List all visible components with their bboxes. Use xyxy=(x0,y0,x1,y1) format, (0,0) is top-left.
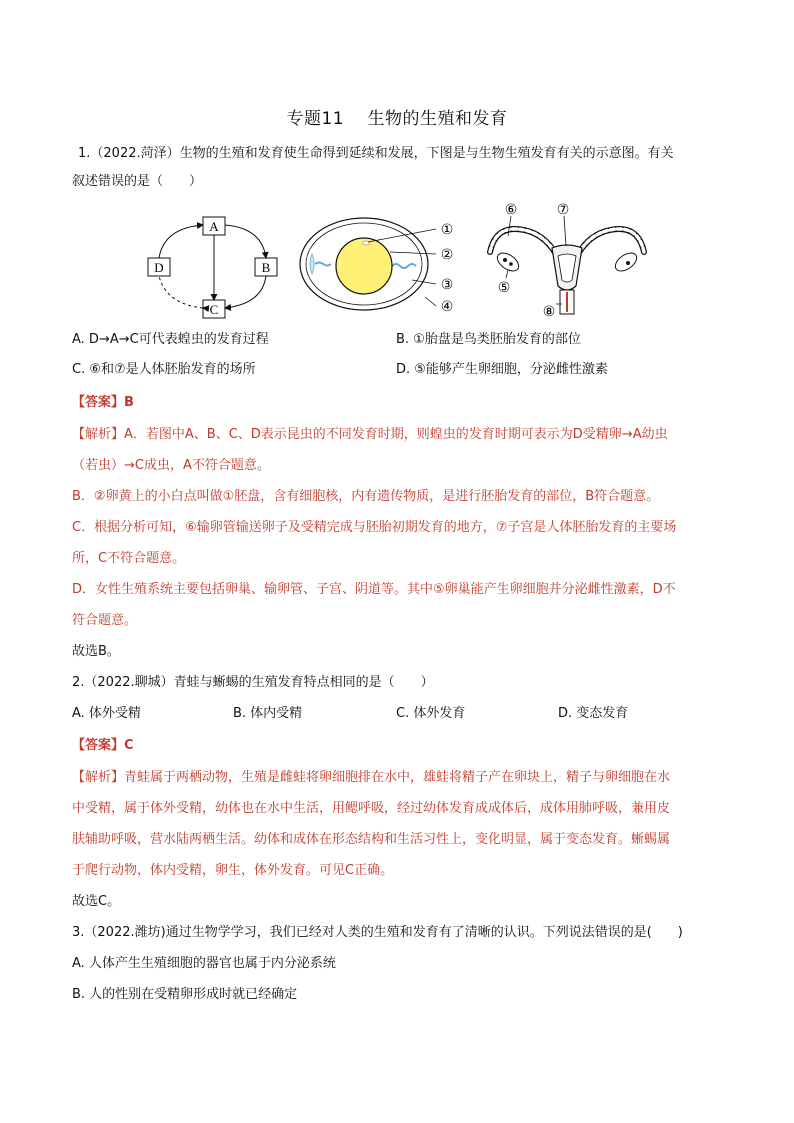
question-1-option-c: C. ⑥和⑦是人体胚胎发育的场所 xyxy=(72,362,256,377)
question-2-analysis-line: 于爬行动物，体内受精，卵生，体外发育。可见C正确。 xyxy=(72,863,394,878)
question-3-option-b: B. 人的性别在受精卵形成时就已经确定 xyxy=(72,987,298,1002)
question-2-analysis-line: 肤辅助呼吸，营水陆两栖生活。幼体和成体在形态结构和生活习性上，变化明显，属于变态发育。蜥蜴属 xyxy=(72,832,671,847)
question-1-analysis-line: （若虫）→C成虫，A不符合题意。 xyxy=(72,458,270,473)
cycle-label-a: A xyxy=(209,219,219,234)
question-3-option-a: A. 人体产生生殖细胞的器官也属于内分泌系统 xyxy=(72,956,336,971)
question-1-analysis-line: 【解析】A．若图中A、B、C、D表示昆虫的不同发育时期，则蝗虫的发育时期可表示为D受精卵→A幼虫 xyxy=(72,427,668,442)
uterus-label-6: ⑥ xyxy=(504,202,518,218)
life-cycle-diagram xyxy=(148,217,277,318)
question-1-conclusion: 故选B。 xyxy=(72,644,120,659)
question-1-figure xyxy=(140,200,660,322)
question-1-analysis-line: 所，C不符合题意。 xyxy=(72,551,186,566)
question-2-answer: 【答案】C xyxy=(72,738,134,753)
question-2-option-a: A. 体外受精 xyxy=(72,706,141,721)
question-1-option-d: D. ⑤能够产生卵细胞，分泌雌性激素 xyxy=(396,362,608,377)
female-reproductive-diagram xyxy=(490,202,644,320)
question-1-stem-line2: 叙述错误的是（ ） xyxy=(72,174,203,189)
cycle-label-c: C xyxy=(209,302,219,317)
question-1-answer: 【答案】B xyxy=(72,395,134,410)
question-1-diagram xyxy=(140,200,660,322)
bird-egg-diagram xyxy=(300,218,453,315)
question-1-analysis-line: C．根据分析可知，⑥输卵管输送卵子及受精完成与胚胎初期发育的地方，⑦子宫是人体胚胎发育的主要场 xyxy=(72,520,677,535)
question-2-option-b: B. 体内受精 xyxy=(233,706,303,721)
question-2-stem: 2.（2022.聊城）青蛙与蜥蜴的生殖发育特点相同的是（ ） xyxy=(72,675,434,690)
egg-label-2: ② xyxy=(440,247,454,263)
question-2-analysis-line: 【解析】青蛙属于两栖动物，生殖是雌蛙将卵细胞排在水中，雄蛙将精子产在卵块上，精子与卵细胞在水 xyxy=(72,770,671,785)
question-1-analysis-line: 符合题意。 xyxy=(72,613,138,628)
question-1-analysis-line: B．②卵黄上的小白点叫做①胚盘，含有细胞核，内有遗传物质，是进行胚胎发育的部位，B符合题意。 xyxy=(72,489,660,504)
egg-label-4: ④ xyxy=(440,299,454,315)
page-title: 专题11 生物的生殖和发育 xyxy=(286,109,508,129)
question-1-stem-line1: 1.（2022.菏泽）生物的生殖和发育使生命得到延续和发展，下图是与生物生殖发育有关的示意图。有关 xyxy=(78,146,674,161)
question-3-stem: 3.（2022.潍坊)通过生物学学习，我们已经对人类的生殖和发育有了清晰的认识。下列说法错误的是( ) xyxy=(72,925,683,940)
egg-label-3: ③ xyxy=(440,277,454,293)
question-2-option-c: C. 体外发育 xyxy=(396,706,466,721)
uterus-label-7: ⑦ xyxy=(556,202,570,218)
question-1-option-b: B. ①胎盘是鸟类胚胎发育的部位 xyxy=(396,332,581,347)
question-2-conclusion: 故选C。 xyxy=(72,894,121,909)
cycle-label-b: B xyxy=(261,260,271,275)
uterus-label-8: ⑧ xyxy=(542,304,556,320)
question-1-option-a: A. D→A→C可代表蝗虫的发育过程 xyxy=(72,332,269,347)
egg-label-1: ① xyxy=(440,222,454,238)
question-2-option-d: D. 变态发育 xyxy=(558,706,629,721)
question-2-analysis-line: 中受精，属于体外受精，幼体也在水中生活，用鳃呼吸，经过幼体发育成成体后，成体用肺呼吸，兼用皮 xyxy=(72,801,671,816)
cycle-label-d: D xyxy=(154,260,164,275)
question-1-analysis-line: D．女性生殖系统主要包括卵巢、输卵管、子宫、阴道等。其中⑤卵巢能产生卵细胞并分泌雌性激素，D不 xyxy=(72,582,676,597)
uterus-label-5: ⑤ xyxy=(497,280,511,296)
